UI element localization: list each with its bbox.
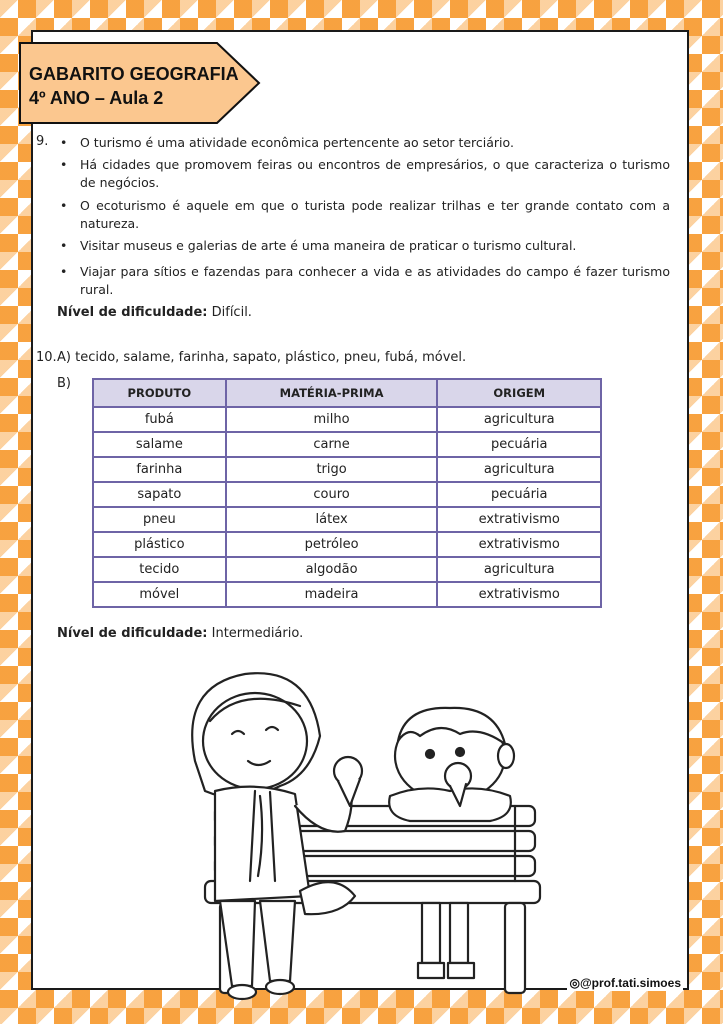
- q9-bullet-4: Visitar museus e galerias de arte é uma maneira de praticar o turismo cultural.: [80, 238, 577, 253]
- table-row: [93, 407, 601, 432]
- bullet-icon: •: [60, 264, 68, 279]
- q10-part-b-label: B): [57, 376, 71, 391]
- table-cell: pneu: [93, 507, 226, 532]
- difficulty-value: Difícil.: [211, 305, 252, 320]
- question-10-number: 10.: [36, 350, 57, 365]
- table-cell: madeira: [226, 582, 438, 607]
- q9-difficulty: [57, 305, 252, 320]
- table-row: [93, 582, 601, 607]
- table-cell: agricultura: [437, 407, 601, 432]
- table-cell: carne: [226, 432, 438, 457]
- bench-ice-cream-illustration: [160, 666, 550, 1006]
- table-cell: extrativismo: [437, 532, 601, 557]
- table-cell: farinha: [93, 457, 226, 482]
- author-credit: [567, 975, 683, 991]
- q9-bullet-2: Há cidades que promovem feiras ou encontros de empresários, o que caracteriza o turismo de negócios.: [80, 157, 670, 190]
- author-handle: @prof.tati.simoes: [579, 976, 681, 990]
- table-cell: látex: [226, 507, 438, 532]
- table-cell: tecido: [93, 557, 226, 582]
- q10-difficulty: [57, 626, 303, 641]
- table-cell: salame: [93, 432, 226, 457]
- table-cell: algodão: [226, 557, 438, 582]
- column-header-produto: PRODUTO: [93, 379, 226, 407]
- q9-bullet-3: O ecoturismo é aquele em que o turista pode realizar trilhas e ter grande contato com a natureza.: [80, 198, 670, 231]
- table-cell: agricultura: [437, 557, 601, 582]
- table-row: [93, 457, 601, 482]
- q9-bullet-1: O turismo é uma atividade econômica pertencente ao setor terciário.: [80, 135, 514, 150]
- table-cell: fubá: [93, 407, 226, 432]
- banner-subtitle: 4º ANO – Aula 2: [29, 88, 164, 108]
- table-row: [93, 482, 601, 507]
- q9-bullet-5: Viajar para sítios e fazendas para conhecer a vida e as atividades do campo é fazer turismo rural.: [80, 264, 670, 297]
- difficulty-value: Intermediário.: [211, 626, 304, 641]
- bullet-icon: •: [60, 198, 68, 213]
- table-cell: móvel: [93, 582, 226, 607]
- table-cell: extrativismo: [437, 582, 601, 607]
- bullet-icon: •: [60, 157, 68, 172]
- table-cell: pecuária: [437, 482, 601, 507]
- column-header-materia-prima: MATÉRIA-PRIMA: [226, 379, 438, 407]
- table-cell: extrativismo: [437, 507, 601, 532]
- table-cell: agricultura: [437, 457, 601, 482]
- table-row: [93, 532, 601, 557]
- column-header-origem: ORIGEM: [437, 379, 601, 407]
- banner-title: GABARITO GEOGRAFIA: [29, 64, 239, 84]
- materials-table: [92, 378, 602, 608]
- table-cell: trigo: [226, 457, 438, 482]
- instagram-icon: ◎: [569, 976, 580, 990]
- table-row: [93, 432, 601, 457]
- question-9-number: 9.: [36, 134, 49, 149]
- table-cell: milho: [226, 407, 438, 432]
- table-row: [93, 507, 601, 532]
- table-cell: petróleo: [226, 532, 438, 557]
- table-cell: plástico: [93, 532, 226, 557]
- bullet-icon: •: [60, 135, 68, 150]
- table-cell: couro: [226, 482, 438, 507]
- table-cell: pecuária: [437, 432, 601, 457]
- table-row: [93, 557, 601, 582]
- bullet-icon: •: [60, 238, 68, 253]
- difficulty-label: Nível de dificuldade:: [57, 305, 208, 320]
- table-header-row: [93, 379, 601, 407]
- table-cell: sapato: [93, 482, 226, 507]
- difficulty-label: Nível de dificuldade:: [57, 626, 208, 641]
- q10-part-a: A) tecido, salame, farinha, sapato, plástico, pneu, fubá, móvel.: [57, 350, 467, 365]
